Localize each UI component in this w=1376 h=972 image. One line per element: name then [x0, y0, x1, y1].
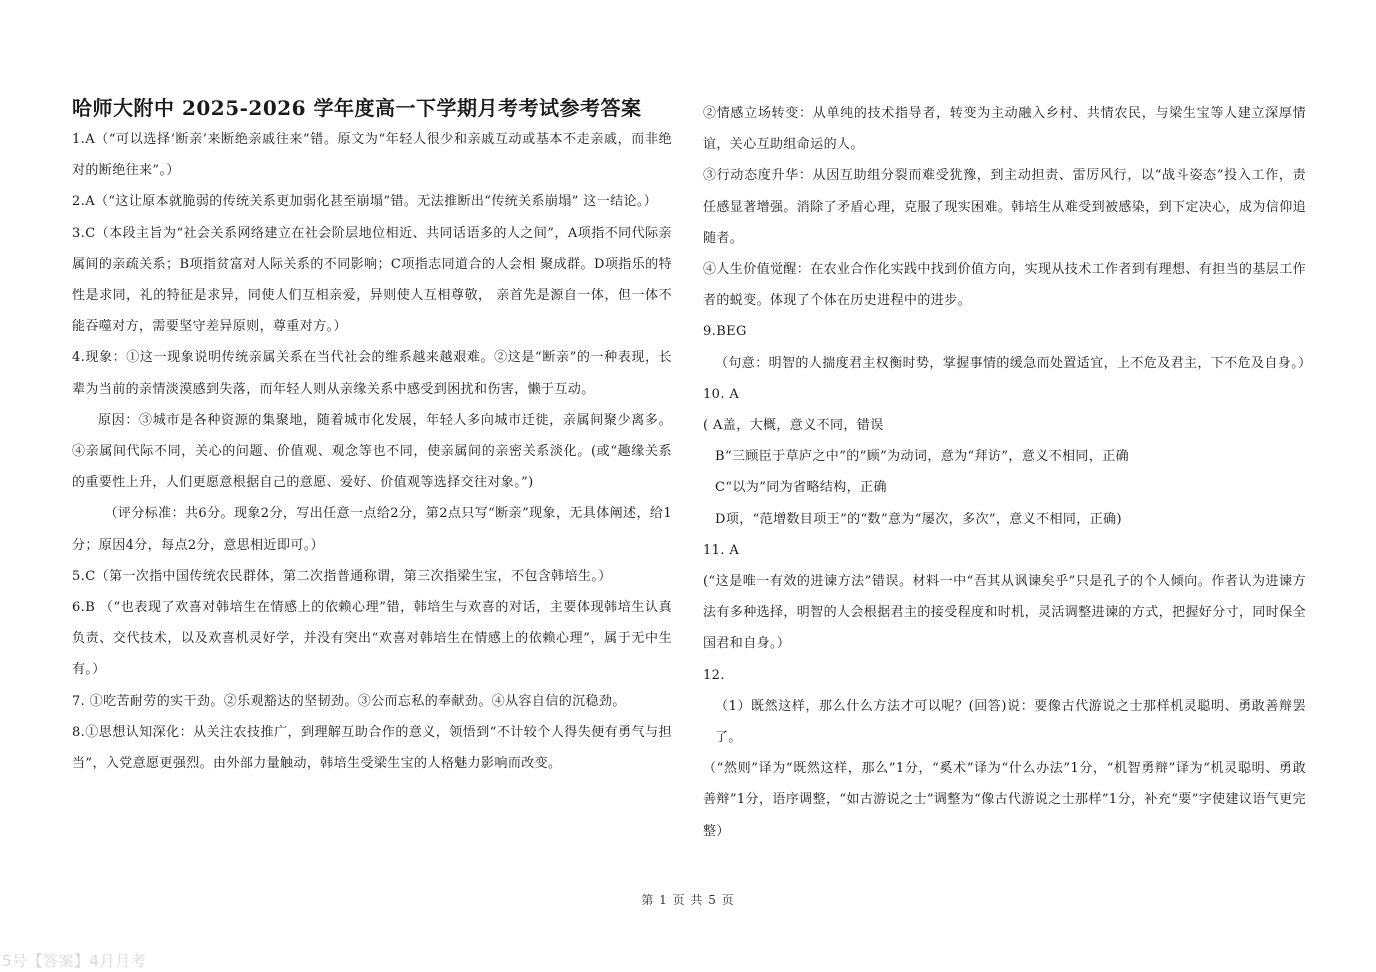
answer-12-translation: （1）既然这样，那么什么方法才可以呢？(回答)说：要像古代游说之士那样机灵聪明、勇敢善辩罢了。: [715, 698, 1306, 746]
page-title: 哈师大附中 2025-2026 学年度高一下学期月考考试参考答案: [72, 96, 642, 120]
answer-7: 7. ①吃苦耐劳的实干劲。②乐观豁达的坚韧劲。③公而忘私的奉献劲。④从容自信的沉稳劲。: [72, 693, 626, 709]
right-column: [703, 98, 1312, 847]
answer-9-note: （句意：明智的人揣度君主权衡时势，掌握事情的缓急而处置适宜，上不危及君主，下不危及自身。）: [715, 355, 1312, 371]
answer-4-scoring: （评分标准：共6分。现象2分，写出任意一点给2分，第2点只写“断亲”现象，无具体阐述，给1分；原因4分，每点2分，意思相近即可。）: [72, 506, 672, 553]
answer-10-option-b: B“三顾臣于草庐之中”的“顾”为动词，意为“拜访”，意义不相同，正确: [715, 449, 1130, 465]
watermark: 5号【答案】4月月考: [2, 952, 147, 970]
answer-11-note: (“这是唯一有效的进谏方法”错误。材料一中“吾其从讽谏矣乎”只是孔子的个人倾向。作者认为进谏方法有多种选择，明智的人会根据君主的接受程度和时机，灵活调整进谏的方式，把握好分寸，同时保全国君和自身。）: [703, 574, 1307, 652]
answer-8-point-4: ④人生价值觉醒：在农业合作化实践中找到价值方向，实现从技术工作者到有理想、有担当的基层工作者的蜕变。体现了个体在历史进程中的进步。: [703, 262, 1307, 309]
answer-8-point-3: ③行动态度升华：从因互助组分裂而难受犹豫，到主动担责、雷厉风行，以“战斗姿态”投入工作，责任感显著增强。消除了矛盾心理，克服了现实困难。韩培生从难受到被感染，到下定决心，成为信仰追随者。: [703, 168, 1307, 246]
answer-10-option-d: D项，“范增数目项王”的“数”意为“屡次，多次”，意义不相同，正确): [715, 511, 1122, 527]
answer-10: 10. A: [703, 386, 740, 402]
answer-11: 11. A: [703, 542, 740, 558]
answer-5: 5.C（第一次指中国传统农民群体，第二次指普通称谓，第三次指梁生宝，不包含韩培生。）: [72, 568, 612, 584]
answer-8-point-2: ②情感立场转变：从单纯的技术指导者，转变为主动融入乡村、共情农民，与梁生宝等人建立深厚情谊，关心互助组命运的人。: [703, 106, 1306, 153]
answer-4-phenomenon: 4.现象：①这一现象说明传统亲属关系在当代社会的维系越来越艰难。②这是“断亲”的一种表现，长辈为当前的亲情淡漠感到失落，而年轻人则从亲缘关系中感受到困扰和伤害，懒于互动。: [72, 350, 672, 397]
answer-12: 12.: [703, 667, 725, 683]
answer-3: 3.C（本段主旨为“社会关系网络建立在社会阶层地位相近、共同话语多的人之间”，A项指不同代际亲属间的亲疏关系；B项指贫富对人际关系的不同影响；C项指志同道合的人会相 聚成群。D项指乐的特性是求同，礼的特征是求异，同使人们互相亲爱，异则使人互相尊敬， 亲首先是源自一体，但一体不能吞噬对方，需要坚守差异原则，尊重对方。）: [72, 225, 672, 335]
left-column: [72, 94, 672, 779]
answer-10-option-c: C“以为”同为省略结构，正确: [715, 480, 887, 496]
answer-12-scoring: （“然则”译为“既然这样，那么”1分，“奚术”译为“什么办法”1分，“机智勇辩”译为“机灵聪明、勇敢善辩”1分，语序调整，“如古游说之士”调整为“像古代游说之士那样”1分，补充“要”字使建议语气更完整）: [703, 761, 1306, 839]
answer-9: 9.BEG: [703, 324, 747, 340]
answer-1: 1.A（“可以选择‘断亲’来断绝亲戚往来”错。原文为“年轻人很少和亲戚互动或基本不走亲戚，而非绝对的断绝往来”。）: [72, 132, 672, 179]
answer-8-point-1: 8.①思想认知深化：从关注农技推广，到理解互助合作的意义，领悟到“不计较个人得失便有勇气与担当”，入党意愿更强烈。由外部力量触动，韩培生受梁生宝的人格魅力影响而改变。: [72, 724, 672, 772]
page-number: 第 1 页 共 5 页: [641, 893, 735, 907]
answer-2: 2.A（“这让原本就脆弱的传统关系更加弱化甚至崩塌”错。无法推断出“传统关系崩塌” 这一结论。）: [72, 194, 658, 210]
answer-6: 6.B （“也表现了欢喜对韩培生在情感上的依赖心理”错，韩培生与欢喜的对话，主要体现韩培生认真负责、交代技术，以及欢喜机灵好学，并没有突出“欢喜对韩培生在情感上的依赖心理”，属于无中生有。）: [72, 600, 672, 678]
answer-10-option-a: ( A盖，大概，意义不同，错误: [703, 418, 884, 434]
answer-4-reason: 原因：③城市是各种资源的集聚地，随着城市化发展，年轻人多向城市迁徙，亲属间聚少离多。④亲属间代际不同，关心的问题、价值观、观念等也不同，使亲属间的亲密关系淡化。(或“趣缘关系的重要性上升，人们更愿意根据自己的意愿、爱好、价值观等选择交往对象。”): [72, 412, 672, 491]
